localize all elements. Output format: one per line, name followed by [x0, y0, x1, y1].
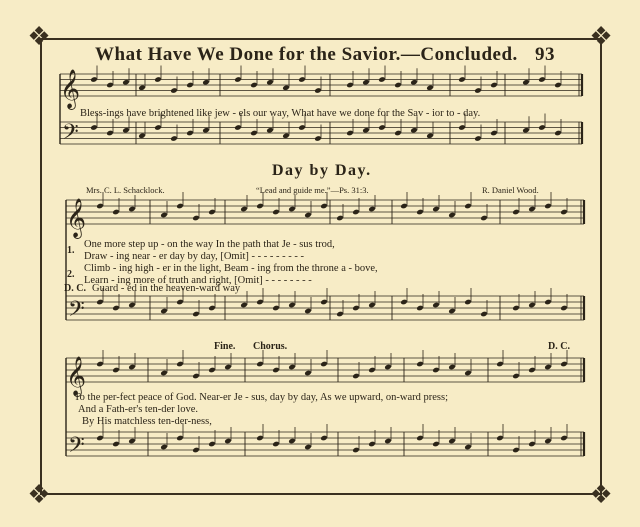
treble-clef-icon: 𝄞	[66, 356, 87, 396]
bass-clef-icon: 𝄢	[68, 297, 85, 327]
hymn-author: Mrs. C. L. Schacklock.	[86, 185, 165, 195]
verse-number: 1.	[67, 245, 75, 256]
dc-label: D. C.	[64, 283, 86, 294]
chorus-line: To the per-fect peace of God. Near-er Je - sus, day by day, As we upward, on-ward press;	[74, 392, 448, 403]
hymn-title: Day by Day.	[272, 162, 372, 179]
corner-ornament-icon: ❖	[27, 480, 51, 509]
lyrics-line: Bless-ings have brightened like jew - els our way, What have we done for the Sav - ior to - day.	[80, 108, 481, 119]
verse-line: Learn - ing more of truth and right, [Omit] - - - - - - - -	[84, 275, 312, 286]
chorus-marker: Chorus.	[253, 341, 288, 352]
treble-clef-icon: 𝄞	[60, 69, 81, 109]
corner-ornament-icon: ❖	[589, 480, 613, 509]
hymn-composer: R. Daniel Wood.	[482, 185, 539, 195]
chorus-line: By His matchless ten-der-ness,	[82, 416, 212, 427]
hymn-scripture: “Lead and guide me.”—Ps. 31:3.	[256, 185, 369, 195]
bass-clef-icon: 𝄢	[62, 120, 79, 150]
page-number: 93	[535, 44, 556, 65]
chorus-line: And a Fath-er's ten-der love.	[78, 404, 198, 415]
treble-clef-icon: 𝄞	[66, 198, 87, 238]
dc-marker: D. C.	[548, 341, 570, 352]
corner-ornament-icon: ❖	[589, 22, 613, 51]
verse-line: Guard - ed in the heaven-ward way	[92, 283, 241, 294]
verse-line: Draw - ing near - er day by day, [Omit] - - - - - - - - -	[84, 251, 305, 262]
corner-ornament-icon: ❖	[27, 22, 51, 51]
verse-line: Climb - ing high - er in the light, Beam - ing from the throne a - bove,	[84, 263, 378, 274]
verse-number: 2.	[67, 269, 75, 280]
bass-clef-icon: 𝄢	[68, 433, 85, 463]
verse-line: One more step up - on the way In the path that Je - sus trod,	[84, 239, 335, 250]
fine-marker: Fine.	[214, 341, 236, 352]
page-title: What Have We Done for the Savior.—Concluded.	[95, 44, 518, 65]
